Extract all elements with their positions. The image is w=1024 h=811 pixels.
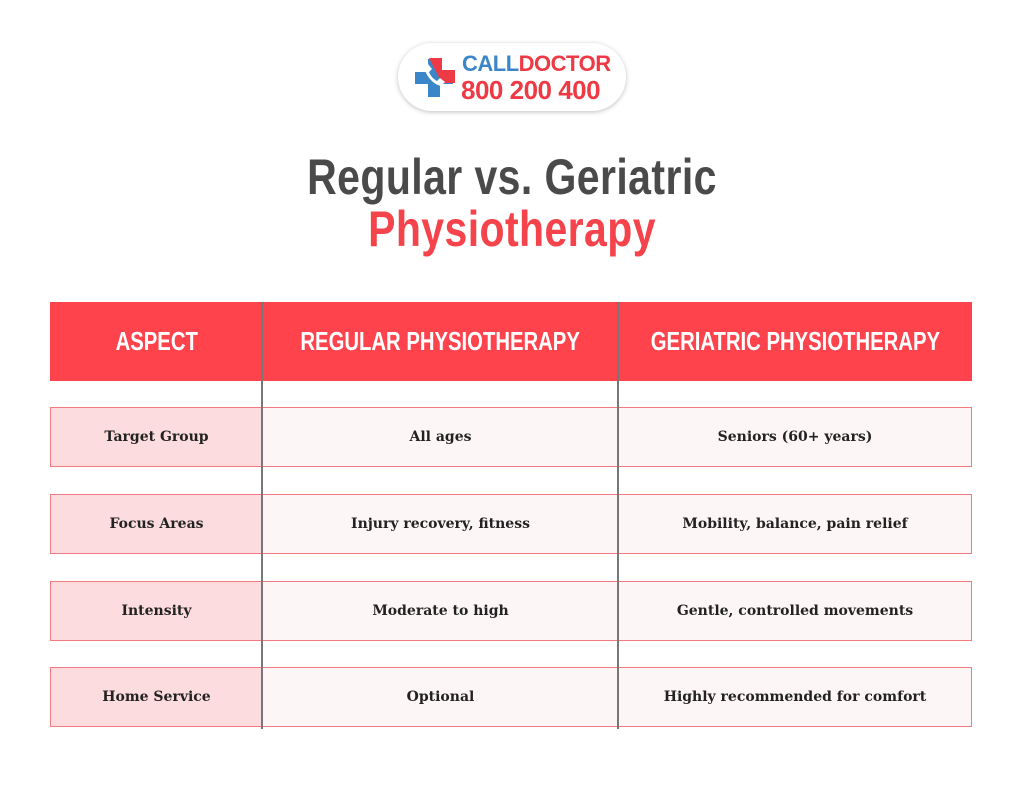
calldoctor-logo — [398, 43, 626, 111]
regular-cell: Moderate to high — [262, 581, 619, 641]
geriatric-cell: Gentle, controlled movements — [618, 581, 972, 641]
geriatric-cell: Seniors (60+ years) — [618, 407, 972, 467]
header-label: ASPECT — [115, 326, 198, 356]
logo-brand — [462, 51, 611, 77]
logo-doctor: DOCTOR — [518, 51, 611, 76]
column-divider — [617, 302, 619, 729]
aspect-cell: Home Service — [50, 667, 263, 727]
logo-phone: 800 200 400 — [461, 75, 601, 105]
regular-cell: All ages — [262, 407, 619, 467]
header-regular — [262, 302, 619, 381]
header-geriatric — [618, 302, 972, 381]
logo-call: CALL — [462, 51, 519, 76]
aspect-cell: Target Group — [50, 407, 263, 467]
column-divider — [261, 302, 263, 729]
aspect-cell: Intensity — [50, 581, 263, 641]
regular-cell: Injury recovery, fitness — [262, 494, 619, 554]
page-title-line1: Regular vs. Geriatric — [307, 149, 717, 205]
regular-cell: Optional — [262, 667, 619, 727]
aspect-cell: Focus Areas — [50, 494, 263, 554]
medical-cross-phone-icon — [413, 56, 457, 100]
header-label: GERIATRIC PHYSIOTHERAPY — [650, 326, 940, 356]
header-label: REGULAR PHYSIOTHERAPY — [300, 326, 581, 356]
header-aspect — [50, 302, 263, 381]
page-title-line2: Physiotherapy — [368, 201, 656, 257]
geriatric-cell: Highly recommended for comfort — [618, 667, 972, 727]
geriatric-cell: Mobility, balance, pain relief — [618, 494, 972, 554]
